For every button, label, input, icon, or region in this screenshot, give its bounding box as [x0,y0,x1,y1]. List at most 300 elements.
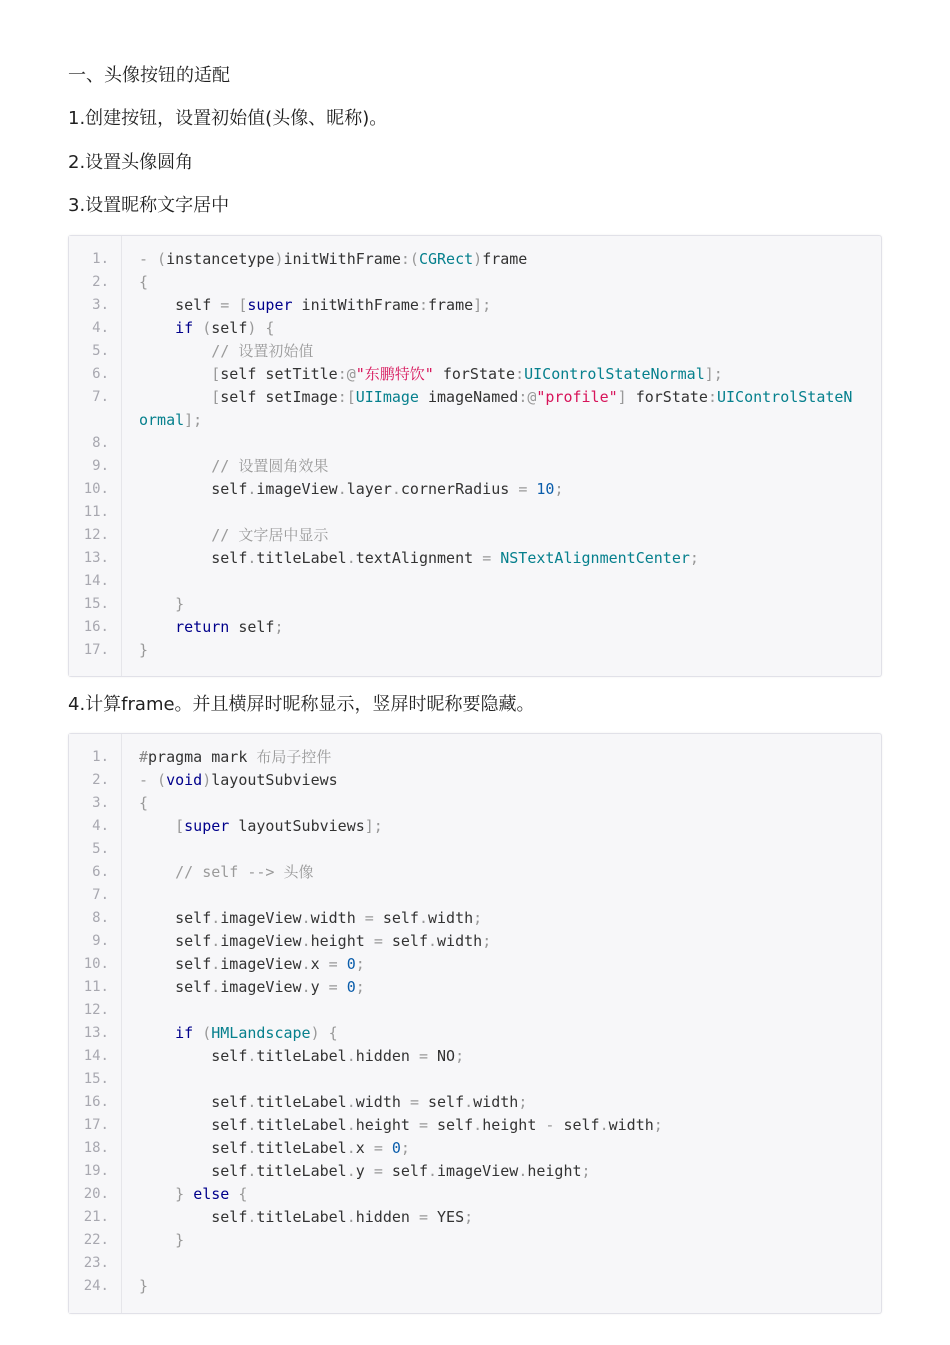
line-number: 19. [83,1163,109,1179]
code-token: // self --> 头像 [175,863,314,881]
code-text [139,271,148,294]
code-token: return [175,618,230,636]
code-line [69,1091,881,1114]
line-number: 22. [83,1232,109,1248]
code-token: ; [554,480,564,498]
code-token: width [473,1093,519,1111]
code-line [69,294,881,317]
code-line [69,976,881,999]
code-token: . [247,480,257,498]
code-token: . [346,1139,356,1157]
code-token: = [418,1116,428,1134]
code-token: ; [455,1047,465,1065]
code-token: ; [464,1208,474,1226]
code-token: { [139,794,149,812]
code-token: if [175,1024,194,1042]
code-token: self [139,909,212,927]
line-number: 20. [83,1186,109,1202]
code-token: . [247,1116,257,1134]
line-number: 24. [83,1278,109,1294]
code-token: forState [626,388,708,406]
code-token [139,1185,175,1203]
line-number: 12. [83,1002,109,1018]
code-token: // 设置圆角效果 [211,457,329,475]
line-number: 10. [83,956,109,972]
code-token: ]; [184,411,203,429]
code-token: . [247,1208,257,1226]
code-token: ; [581,1162,591,1180]
code-token: ) [473,250,483,268]
code-token [139,618,175,636]
code-token: . [473,1116,483,1134]
line-number: 7. [92,389,109,405]
code-token: super [247,296,293,314]
code-text [139,340,313,363]
code-text [139,294,491,317]
code-line [69,1206,881,1229]
code-token: NO [428,1047,456,1065]
code-token: titleLabel [256,549,347,567]
code-text [139,953,365,976]
code-token: imageView [220,955,302,973]
code-token: = [409,1093,419,1111]
code-text [139,815,383,838]
code-token: CGRect [418,250,474,268]
code-token: = [373,1139,383,1157]
code-token: forState [433,365,516,383]
code-token: height [482,1116,546,1134]
code-token [491,549,500,567]
code-token: 布局子控件 [256,748,332,766]
code-line [69,930,881,953]
code-token: HMLandscape [211,1024,311,1042]
code-token: . [346,1093,356,1111]
code-token: layer [346,480,392,498]
code-token: YES [428,1208,465,1226]
code-token: . [346,1208,356,1226]
code-token: . [301,909,311,927]
code-token: ) { [310,1024,338,1042]
line-number: 4. [92,320,109,336]
code-token: imageView [437,1162,519,1180]
code-line [69,907,881,930]
code-token: y [355,1162,374,1180]
code-text [139,746,331,769]
line-number: 17. [83,1117,109,1133]
code-token: hidden [355,1208,419,1226]
code-token: = [518,480,528,498]
code-token: imageView [220,978,302,996]
code-token: self [554,1116,600,1134]
line-number: 15. [83,1071,109,1087]
code-line [69,616,881,639]
code-token: self [139,1116,248,1134]
code-token: self [139,480,248,498]
code-token: : [418,296,428,314]
code-line [69,1068,881,1091]
line-number: 8. [92,435,109,451]
code-token: super [184,817,230,835]
line-number: 17. [83,642,109,658]
code-line [69,792,881,815]
line-number: 10. [83,481,109,497]
code-token: width [428,909,474,927]
code-token [139,319,175,337]
code-token: ormal [139,411,185,429]
line-number: 15. [83,596,109,612]
line-number: 11. [83,504,109,520]
code-token: . [247,1047,257,1065]
code-token: # [139,748,149,766]
code-token: { [139,273,149,291]
step-1-text: 1.创建按钮，设置初始值(头像、昵称)。 [68,108,388,129]
code-token: // 文字居中显示 [211,526,329,544]
code-token: = [418,1047,428,1065]
code-token: x [355,1139,374,1157]
code-token: . [464,1093,474,1111]
code-line [69,769,881,792]
code-token: } [175,1185,194,1203]
code-text [139,547,699,570]
code-token: UIControlStateNormal [524,365,705,383]
line-number: 18. [83,1140,109,1156]
code-token: width [437,932,483,950]
step-4-text: 4.计算frame。并且横屏时昵称显示，竖屏时昵称要隐藏。 [68,694,535,715]
code-token: . [346,1162,356,1180]
code-token: NSTextAlignmentCenter [500,549,690,567]
code-token: ; [355,978,365,996]
code-token: :@ [518,388,537,406]
code-text [139,248,527,271]
code-token: self [373,909,419,927]
code-token: self [139,955,212,973]
code-token: // 设置初始值 [211,342,314,360]
code-line [69,884,881,907]
code-token: self [139,932,212,950]
code-token: :[ [337,388,356,406]
code-line [69,570,881,593]
code-line [69,838,881,861]
code-line [69,340,881,363]
code-line [69,455,881,478]
code-token: [ [211,388,221,406]
code-text [139,792,148,815]
code-token: :@ [337,365,356,383]
code-token: . [518,1162,528,1180]
code-text [139,976,365,999]
code-block-init [68,235,882,677]
line-number: 5. [92,841,109,857]
code-token: :( [400,250,419,268]
code-token: 0 [346,978,356,996]
line-number: 14. [83,1048,109,1064]
code-token [139,365,211,383]
code-token: 10 [536,480,555,498]
step-2-text: 2.设置头像圆角 [68,152,194,173]
code-token: instancetype [166,250,275,268]
code-text [139,386,852,409]
code-token: else [193,1185,230,1203]
code-token: titleLabel [256,1208,347,1226]
code-line [69,861,881,884]
code-text [139,1229,184,1252]
code-token: [ [211,365,221,383]
code-token [338,955,347,973]
code-line [69,501,881,524]
code-token [139,1024,175,1042]
code-token: 0 [346,955,356,973]
code-token: titleLabel [256,1162,347,1180]
line-number: 1. [92,251,109,267]
line-number: 5. [92,343,109,359]
line-number: 12. [83,527,109,543]
code-token: . [346,549,356,567]
code-token: ) { [247,319,275,337]
code-token: width [608,1116,654,1134]
code-line [69,271,881,294]
code-line [69,432,881,455]
code-text [139,409,202,432]
code-token: . [301,978,311,996]
code-token: { [229,1185,248,1203]
code-token: = [364,909,374,927]
code-token: = [482,549,492,567]
code-text [139,317,274,340]
code-token: ; [274,618,284,636]
code-text [139,1091,527,1114]
code-text [139,1183,247,1206]
code-token: ( [202,319,212,337]
code-token: self [139,1208,248,1226]
line-number: 11. [83,979,109,995]
code-token: ) [202,771,212,789]
code-line [69,363,881,386]
code-line [69,1114,881,1137]
code-token: titleLabel [256,1047,347,1065]
code-token: = [418,1208,428,1226]
code-text [139,861,314,884]
code-token: ; [689,549,699,567]
line-number: 9. [92,458,109,474]
code-text [139,907,482,930]
code-token [139,526,211,544]
code-text [139,478,563,501]
code-token: imageView [220,909,302,927]
code-text [139,524,328,547]
code-line [69,248,881,271]
code-token: layoutSubviews [211,771,338,789]
code-token [139,863,175,881]
code-token: self [229,618,275,636]
code-line [69,1229,881,1252]
line-number: 16. [83,619,109,635]
code-token: width [310,909,365,927]
code-line [69,1160,881,1183]
line-number: 16. [83,1094,109,1110]
code-line [69,815,881,838]
code-token: hidden [355,1047,419,1065]
line-number: 1. [92,749,109,765]
code-token: self [139,978,212,996]
code-token [139,817,175,835]
line-number: 13. [83,1025,109,1041]
code-token: . [301,932,311,950]
code-text [139,593,184,616]
line-number: 23. [83,1255,109,1271]
code-line [69,478,881,501]
code-text [139,1137,410,1160]
code-token [193,319,202,337]
line-number: 13. [83,550,109,566]
code-token: self [382,932,428,950]
code-token: initWithFrame [283,250,401,268]
line-number: 4. [92,818,109,834]
code-token: initWithFrame [292,296,419,314]
code-token [139,388,211,406]
code-token: imageNamed [418,388,519,406]
code-text [139,1160,591,1183]
code-token: "东鹏特饮" [355,365,434,383]
code-token: titleLabel [256,1139,347,1157]
code-token: . [346,1047,356,1065]
line-number: 6. [92,864,109,880]
code-token: y [310,978,329,996]
code-token: self [428,1116,474,1134]
code-token: titleLabel [256,1116,347,1134]
code-text [139,769,338,792]
code-token: self setImage [220,388,338,406]
code-line [69,639,881,662]
code-text [139,1045,464,1068]
code-token: x [310,955,329,973]
code-token: width [355,1093,410,1111]
code-line [69,524,881,547]
line-number: 8. [92,910,109,926]
code-token: ]; [473,296,492,314]
code-token: UIControlStateN [717,388,853,406]
code-token: cornerRadius [400,480,519,498]
code-token: self [139,1047,248,1065]
code-token: ]; [364,817,383,835]
line-number: 3. [92,795,109,811]
code-token: } [139,641,149,659]
code-token: ; [653,1116,663,1134]
code-text [139,1275,148,1298]
line-number: 9. [92,933,109,949]
code-token: ] [617,388,627,406]
code-token [383,1139,392,1157]
code-token: . [247,549,257,567]
code-token: = [373,1162,383,1180]
line-number: 2. [92,772,109,788]
code-token: ; [400,1139,410,1157]
code-token: self [139,296,221,314]
code-token: ( [202,1024,212,1042]
code-line [69,1183,881,1206]
code-token: ; [355,955,365,973]
code-token: height [310,932,374,950]
code-token: ]; [704,365,723,383]
code-token: = [328,978,338,996]
code-text [139,455,328,478]
code-token: . [211,909,221,927]
code-token: ; [482,932,492,950]
code-token: self [139,549,248,567]
code-token [139,457,211,475]
code-token: . [428,1162,438,1180]
code-token: . [247,1139,257,1157]
code-token: self setTitle [220,365,338,383]
line-number: 14. [83,573,109,589]
code-token: . [211,978,221,996]
code-token: - ( [139,250,167,268]
code-token: : [515,365,525,383]
code-line [69,1137,881,1160]
code-token: void [166,771,203,789]
code-token: : [707,388,717,406]
code-token: frame [482,250,528,268]
code-token: . [428,932,438,950]
code-token: imageView [220,932,302,950]
code-token: "profile" [536,388,618,406]
code-text [139,639,148,662]
line-number: 6. [92,366,109,382]
code-token: self [382,1162,428,1180]
code-line [69,746,881,769]
code-token [139,1231,175,1249]
code-token: layoutSubviews [229,817,365,835]
code-token: . [211,955,221,973]
line-number: 21. [83,1209,109,1225]
code-text [139,363,723,386]
code-token: . [211,932,221,950]
code-token: UIImage [355,388,419,406]
code-token: = [373,932,383,950]
code-line [69,1275,881,1298]
code-token: . [346,1116,356,1134]
code-token: self [139,1139,248,1157]
code-token: } [139,1277,149,1295]
code-block-layout [68,733,882,1314]
code-token: . [247,1162,257,1180]
step-3-text: 3.设置昵称文字居中 [68,195,230,216]
code-line [69,953,881,976]
code-text [139,930,491,953]
code-token: self [139,1162,248,1180]
code-token: imageView [256,480,338,498]
line-number: 7. [92,887,109,903]
code-token: height [355,1116,419,1134]
code-token: [ [175,817,185,835]
code-token: if [175,319,194,337]
code-token: = [ [220,296,248,314]
line-number: 3. [92,297,109,313]
code-line [69,593,881,616]
code-text [139,616,284,639]
code-token: } [175,595,185,613]
code-line [69,317,881,340]
code-token: self [418,1093,465,1111]
code-text [139,1206,473,1229]
code-token [193,1024,202,1042]
code-token [139,595,175,613]
code-token: . [599,1116,609,1134]
code-token: ; [473,909,483,927]
code-token: self [139,1093,248,1111]
code-token: ) [274,250,284,268]
code-line [69,999,881,1022]
code-token: . [301,955,311,973]
